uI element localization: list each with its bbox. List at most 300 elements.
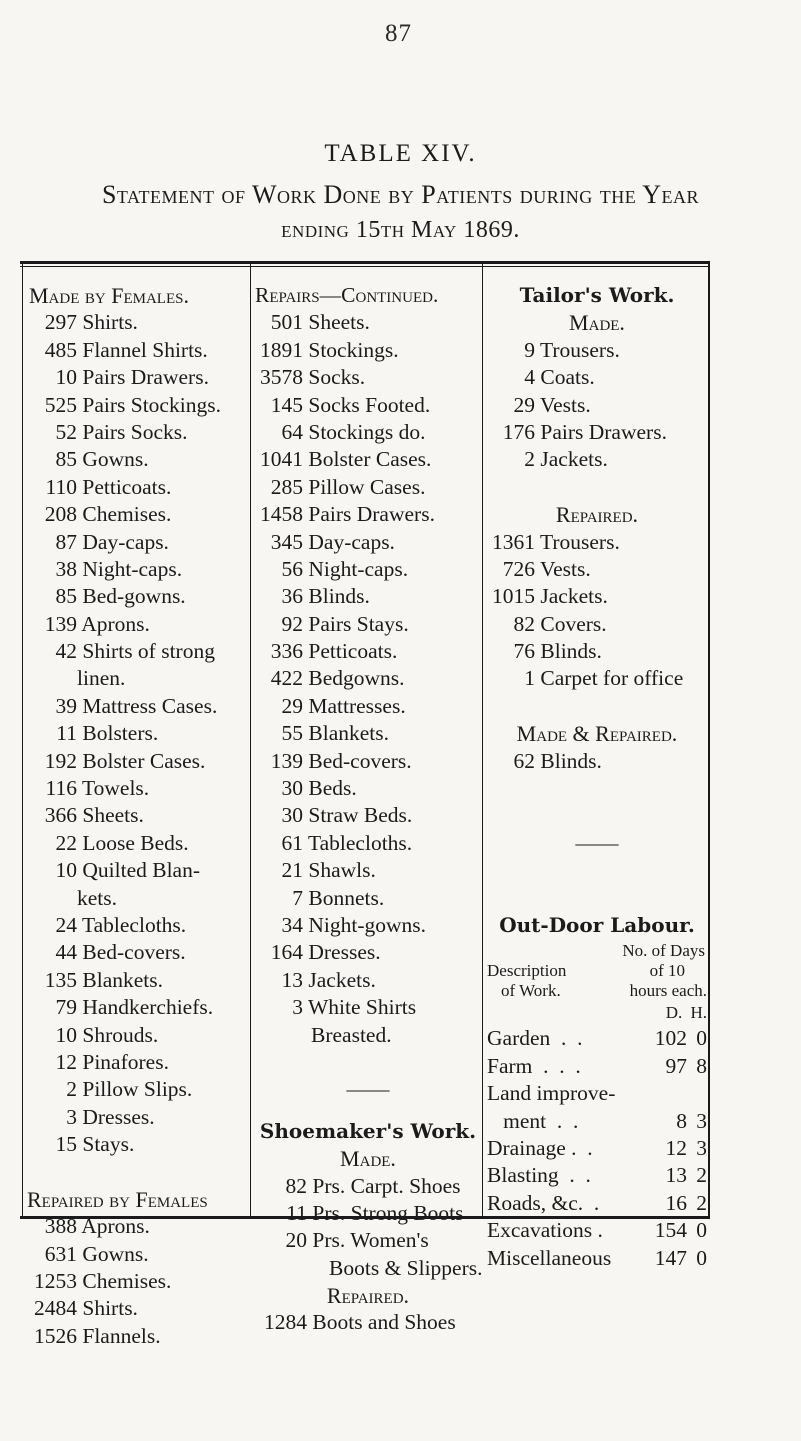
item-count: 85 — [55, 447, 77, 472]
list-item — [29, 1049, 249, 1076]
item-count: 3578 — [260, 365, 303, 390]
item-count: 10 — [55, 1022, 77, 1047]
list-item — [29, 939, 249, 966]
list-item — [487, 611, 707, 638]
hours-value: 0 — [696, 1026, 707, 1051]
item-label: Stockings do. — [303, 419, 426, 444]
column-tailors-work — [487, 282, 707, 1272]
item-label: Flannel Shirts. — [77, 337, 208, 362]
item-count: 21 — [281, 858, 303, 883]
item-count: 110 — [45, 474, 77, 499]
list-item — [255, 1200, 481, 1227]
item-count: 61 — [281, 830, 303, 855]
item-label: Shirts of strong — [77, 639, 215, 664]
list-item — [29, 1213, 249, 1240]
hours-value: 8 — [696, 1053, 707, 1078]
section-heading: Repairs—Continued. — [255, 283, 439, 307]
list-item — [29, 309, 249, 336]
statement-line-1: Statement of Work Done by Patients during the Year — [101, 180, 700, 209]
work-description: Drainage . . — [487, 1135, 593, 1160]
statement-line-2: ending 15th May 1869. — [281, 217, 520, 243]
item-label: Coats. — [535, 365, 595, 390]
item-label: Chemises. — [77, 1269, 172, 1294]
subsection-label: Made. — [340, 1146, 396, 1172]
list-item — [255, 446, 481, 473]
item-label: Bed-covers. — [303, 748, 412, 773]
list-item — [255, 529, 481, 556]
hours-value: 3 — [696, 1135, 707, 1160]
item-label: Pillow Slips. — [77, 1077, 193, 1102]
item-count: 30 — [281, 803, 303, 828]
item-label: Tablecloths. — [77, 912, 187, 937]
item-count: 1015 — [492, 584, 535, 609]
list-item — [29, 857, 249, 884]
subsection-label: Repaired. — [326, 1283, 410, 1309]
item-count: 366 — [44, 803, 77, 828]
list-item — [29, 1295, 249, 1322]
list-item — [487, 748, 707, 775]
list-item — [29, 446, 249, 473]
list-item — [29, 720, 249, 747]
item-label: Sheets. — [303, 310, 370, 335]
item-label: White Shirts — [303, 995, 417, 1020]
item-label: Tablecloths. — [303, 830, 413, 855]
item-label: Pairs Stays. — [303, 611, 409, 636]
item-label: Sheets. — [77, 803, 144, 828]
item-label: Loose Beds. — [77, 830, 189, 855]
item-count: 7 — [292, 885, 303, 910]
hours-value: 2 — [696, 1190, 707, 1215]
item-label: Beds. — [303, 776, 357, 801]
item-count: 3 — [292, 995, 303, 1020]
item-label: Prs. Women's — [307, 1228, 429, 1253]
list-item — [255, 611, 481, 638]
item-label: Petticoats. — [303, 639, 398, 664]
days-value: 13 — [665, 1163, 687, 1188]
list-item — [29, 912, 249, 939]
item-count: 20 — [285, 1228, 307, 1253]
outdoor-row — [487, 1245, 707, 1272]
days-hours — [649, 1162, 707, 1189]
work-description: Roads, &c. . — [487, 1190, 600, 1215]
item-count: 42 — [55, 639, 77, 664]
days-value: 147 — [654, 1245, 687, 1270]
column-repairs-continued — [255, 282, 481, 1337]
list-item — [487, 529, 707, 556]
list-item — [29, 419, 249, 446]
days-value: 97 — [665, 1053, 687, 1078]
outdoor-row — [487, 1080, 707, 1107]
item-label: Carpet for office — [535, 666, 684, 691]
item-label: Gowns. — [77, 1241, 149, 1266]
table-right-rule — [708, 264, 710, 1216]
list-item — [255, 912, 481, 939]
list-item — [29, 802, 249, 829]
item-label: Dresses. — [77, 1104, 155, 1129]
item-count: 192 — [44, 748, 77, 773]
table-title: TABLE XIV. — [324, 140, 477, 167]
outdoor-row — [487, 1053, 707, 1080]
column-made-by-females — [29, 282, 249, 1350]
days-header-1: No. of Days — [622, 941, 705, 961]
item-count: 9 — [524, 337, 535, 362]
item-label: Bedgowns. — [303, 666, 405, 691]
list-item — [487, 419, 707, 446]
page-number: 87 — [385, 20, 412, 47]
days-value: 154 — [654, 1218, 687, 1243]
item-count: 285 — [270, 474, 303, 499]
item-label: Night-caps. — [77, 556, 183, 581]
item-label: Blankets. — [77, 967, 163, 992]
list-item — [29, 885, 249, 912]
list-item — [29, 529, 249, 556]
list-item — [255, 939, 481, 966]
item-label: Bolster Cases. — [303, 447, 432, 472]
item-count: 64 — [281, 419, 303, 444]
list-item — [255, 638, 481, 665]
item-count: 525 — [44, 392, 77, 417]
item-count: 13 — [281, 967, 303, 992]
list-item — [29, 501, 249, 528]
item-count: 36 — [281, 584, 303, 609]
item-count: 1 — [524, 666, 535, 691]
separator-dash: —— — [346, 1077, 390, 1102]
item-label: Petticoats. — [77, 474, 172, 499]
days-hours — [649, 1080, 707, 1107]
item-count: 38 — [55, 556, 77, 581]
list-item — [29, 1104, 249, 1131]
list-item — [29, 556, 249, 583]
item-label: Bed-gowns. — [77, 584, 186, 609]
item-count: 726 — [502, 556, 535, 581]
item-label: Pairs Socks. — [77, 419, 188, 444]
list-item — [29, 1022, 249, 1049]
outdoor-row — [487, 1135, 707, 1162]
list-item — [29, 967, 249, 994]
subsection-label: Repaired. — [555, 502, 639, 528]
item-count: 116 — [45, 776, 77, 801]
item-label: Stays. — [77, 1132, 135, 1157]
list-item — [255, 392, 481, 419]
item-count: 501 — [270, 310, 303, 335]
item-count: 82 — [285, 1173, 307, 1198]
item-count: 1891 — [260, 337, 303, 362]
item-count: 145 — [270, 392, 303, 417]
list-item — [255, 337, 481, 364]
item-count: 176 — [502, 419, 535, 444]
item-count: 297 — [44, 310, 77, 335]
list-item — [255, 474, 481, 501]
item-label: Boots and Shoes — [307, 1310, 456, 1335]
item-label: Vests. — [535, 556, 591, 581]
item-count: 485 — [44, 337, 77, 362]
list-item — [255, 1022, 481, 1049]
item-count: 11 — [286, 1200, 307, 1225]
list-item — [29, 392, 249, 419]
days-hours — [649, 1217, 707, 1244]
item-count: 24 — [55, 912, 77, 937]
item-count: 29 — [513, 392, 535, 417]
days-hours — [649, 1245, 707, 1272]
item-label: Jackets. — [303, 967, 376, 992]
list-item — [487, 392, 707, 419]
hours-value: 3 — [696, 1108, 707, 1133]
section-heading: Out-Door Labour. — [499, 912, 695, 937]
item-count: 139 — [44, 611, 77, 636]
days-value: 102 — [654, 1026, 687, 1051]
item-label: Bed-covers. — [77, 940, 186, 965]
item-label: Trousers. — [535, 529, 620, 554]
item-label: Pairs Drawers. — [535, 419, 667, 444]
item-count: 30 — [281, 776, 303, 801]
item-label: Aprons. — [77, 1214, 150, 1239]
item-count: 44 — [55, 940, 77, 965]
item-label: Quilted Blan- — [77, 858, 201, 883]
outdoor-row — [487, 1217, 707, 1244]
list-item — [487, 556, 707, 583]
item-count: 62 — [513, 748, 535, 773]
item-count: 22 — [55, 830, 77, 855]
work-description: Farm . . . — [487, 1053, 581, 1078]
list-item — [255, 309, 481, 336]
list-item — [29, 693, 249, 720]
item-label: Day-caps. — [303, 529, 395, 554]
item-count: 345 — [270, 529, 303, 554]
list-item — [487, 364, 707, 391]
list-item — [29, 1076, 249, 1103]
item-count: 11 — [56, 721, 77, 746]
days-header-2: of 10 — [649, 961, 685, 981]
item-count: 1253 — [34, 1269, 77, 1294]
item-label: Blankets. — [303, 721, 389, 746]
item-label: Trousers. — [535, 337, 620, 362]
section-heading: Made by Females. — [29, 283, 189, 308]
list-item — [255, 1173, 481, 1200]
item-label: Chemises. — [77, 502, 172, 527]
item-label: Mattress Cases. — [77, 693, 218, 718]
item-count: 15 — [55, 1132, 77, 1157]
work-description: Land improve- — [487, 1081, 616, 1106]
list-item — [255, 967, 481, 994]
list-item — [255, 994, 481, 1021]
list-item — [255, 1255, 481, 1282]
item-count: 39 — [55, 693, 77, 718]
item-label: Day-caps. — [77, 529, 169, 554]
item-count: 1284 — [264, 1310, 307, 1335]
list-item — [255, 1309, 481, 1336]
item-label: Straw Beds. — [303, 803, 413, 828]
separator-dash: —— — [575, 830, 619, 855]
item-label: Gowns. — [77, 447, 149, 472]
list-item — [29, 611, 249, 638]
item-label: Blinds. — [535, 748, 602, 773]
item-count: 55 — [281, 721, 303, 746]
item-label: Breasted. — [311, 1022, 392, 1047]
item-label: Socks. — [303, 365, 366, 390]
column-divider-1 — [250, 264, 251, 1216]
item-count: 2484 — [34, 1296, 77, 1321]
list-item — [255, 885, 481, 912]
outdoor-column-header — [487, 941, 707, 1001]
section-heading: Shoemaker's Work. — [259, 1118, 477, 1143]
list-item — [29, 1323, 249, 1350]
item-label: Dresses. — [303, 940, 381, 965]
list-item — [487, 665, 707, 692]
list-item — [255, 748, 481, 775]
item-label: Jackets. — [535, 447, 608, 472]
list-item — [29, 830, 249, 857]
item-label: Aprons. — [77, 611, 150, 636]
list-item — [29, 1131, 249, 1158]
list-item — [29, 1268, 249, 1295]
list-item — [29, 1241, 249, 1268]
list-item — [29, 748, 249, 775]
work-description: ment . . — [487, 1108, 579, 1133]
item-label: Towels. — [77, 776, 150, 801]
list-item — [255, 419, 481, 446]
item-label: Bonnets. — [303, 885, 385, 910]
list-item — [255, 802, 481, 829]
item-count: 52 — [55, 419, 77, 444]
days-value: 8 — [676, 1108, 687, 1133]
item-count: 422 — [270, 666, 303, 691]
item-label: Shrouds. — [77, 1022, 159, 1047]
item-label: Blinds. — [535, 639, 602, 664]
item-label: Pairs Stockings. — [77, 392, 221, 417]
item-count: 1526 — [34, 1323, 77, 1348]
outdoor-row — [487, 1190, 707, 1217]
item-count: 1041 — [260, 447, 303, 472]
list-item — [29, 638, 249, 665]
item-count: 34 — [281, 912, 303, 937]
item-label: Stockings. — [303, 337, 399, 362]
list-item — [29, 775, 249, 802]
item-label: Shirts. — [77, 310, 138, 335]
item-label: Prs. Strong Boots — [307, 1200, 464, 1225]
subsection-label: Made & Repaired. — [516, 721, 678, 747]
days-header-3: hours each. — [629, 981, 707, 1001]
days-hours — [649, 1190, 707, 1217]
days-hours — [649, 1053, 707, 1080]
item-label: Prs. Carpt. Shoes — [307, 1173, 461, 1198]
item-label: Boots & Slippers. — [329, 1255, 483, 1280]
days-hours — [649, 1135, 707, 1162]
item-label: Pairs Drawers. — [77, 365, 209, 390]
days-value: 16 — [665, 1190, 687, 1215]
list-item — [487, 638, 707, 665]
work-description: Miscellaneous — [487, 1245, 612, 1270]
list-item — [29, 364, 249, 391]
table-left-rule — [22, 264, 23, 1216]
list-item — [255, 693, 481, 720]
list-item — [29, 994, 249, 1021]
list-item — [487, 337, 707, 364]
item-count: 1458 — [260, 502, 303, 527]
list-item — [255, 830, 481, 857]
days-hours — [649, 1108, 707, 1135]
item-count: 135 — [44, 967, 77, 992]
item-label: Vests. — [535, 392, 591, 417]
item-label: Blinds. — [303, 584, 370, 609]
list-item — [29, 665, 249, 692]
item-label: Flannels. — [77, 1323, 161, 1348]
item-label: Covers. — [535, 611, 607, 636]
item-label: Night-caps. — [303, 556, 409, 581]
item-label: Bolster Cases. — [77, 748, 206, 773]
unit-days: D. — [665, 1003, 683, 1023]
list-item — [255, 364, 481, 391]
item-count: 631 — [44, 1241, 77, 1266]
item-count: 2 — [66, 1077, 77, 1102]
desc-header-2: of Work. — [501, 981, 561, 1001]
table-top-rule-thin — [20, 266, 710, 267]
list-item — [29, 583, 249, 610]
work-description: Excavations . — [487, 1218, 603, 1243]
item-label: Jackets. — [535, 584, 608, 609]
item-count: 76 — [513, 639, 535, 664]
item-label: linen. — [77, 666, 126, 691]
item-label: Pairs Drawers. — [303, 502, 435, 527]
item-count: 164 — [270, 940, 303, 965]
list-item — [255, 857, 481, 884]
work-description: Blasting . . — [487, 1163, 591, 1188]
hours-value: 0 — [696, 1245, 707, 1270]
column-divider-2 — [482, 264, 483, 1216]
list-item — [255, 501, 481, 528]
unit-hours: H. — [690, 1003, 707, 1023]
item-count: 336 — [270, 639, 303, 664]
list-item — [255, 1227, 481, 1254]
item-label: Shawls. — [303, 858, 376, 883]
item-count: 3 — [66, 1104, 77, 1129]
outdoor-row — [487, 1108, 707, 1135]
item-label: Night-gowns. — [303, 912, 427, 937]
list-item — [487, 583, 707, 610]
outdoor-row — [487, 1025, 707, 1052]
hours-value: 2 — [696, 1163, 707, 1188]
item-count: 92 — [281, 611, 303, 636]
item-count: 12 — [55, 1049, 77, 1074]
item-count: 139 — [270, 748, 303, 773]
item-count: 208 — [44, 502, 77, 527]
item-count: 4 — [524, 365, 535, 390]
item-count: 29 — [281, 693, 303, 718]
item-count: 87 — [55, 529, 77, 554]
item-label: Socks Footed. — [303, 392, 431, 417]
work-description: Garden . . — [487, 1026, 583, 1051]
item-count: 79 — [55, 995, 77, 1020]
section-heading: Repaired by Females — [27, 1186, 208, 1212]
list-item — [487, 446, 707, 473]
item-count: 85 — [55, 584, 77, 609]
item-count: 2 — [524, 447, 535, 472]
item-count: 56 — [281, 556, 303, 581]
desc-header: Description — [487, 961, 567, 981]
section-heading: Tailor's Work. — [519, 283, 675, 307]
outdoor-row — [487, 1162, 707, 1189]
days-value: 12 — [665, 1135, 687, 1160]
item-label: Mattresses. — [303, 693, 406, 718]
subsection-label: Made. — [569, 310, 625, 336]
item-label: Shirts. — [77, 1296, 138, 1321]
list-item — [255, 556, 481, 583]
table-top-rule — [20, 261, 710, 264]
list-item — [255, 583, 481, 610]
item-label: Handkerchiefs. — [77, 995, 214, 1020]
item-count: 10 — [55, 858, 77, 883]
item-count: 1361 — [492, 529, 535, 554]
hours-value: 0 — [696, 1218, 707, 1243]
